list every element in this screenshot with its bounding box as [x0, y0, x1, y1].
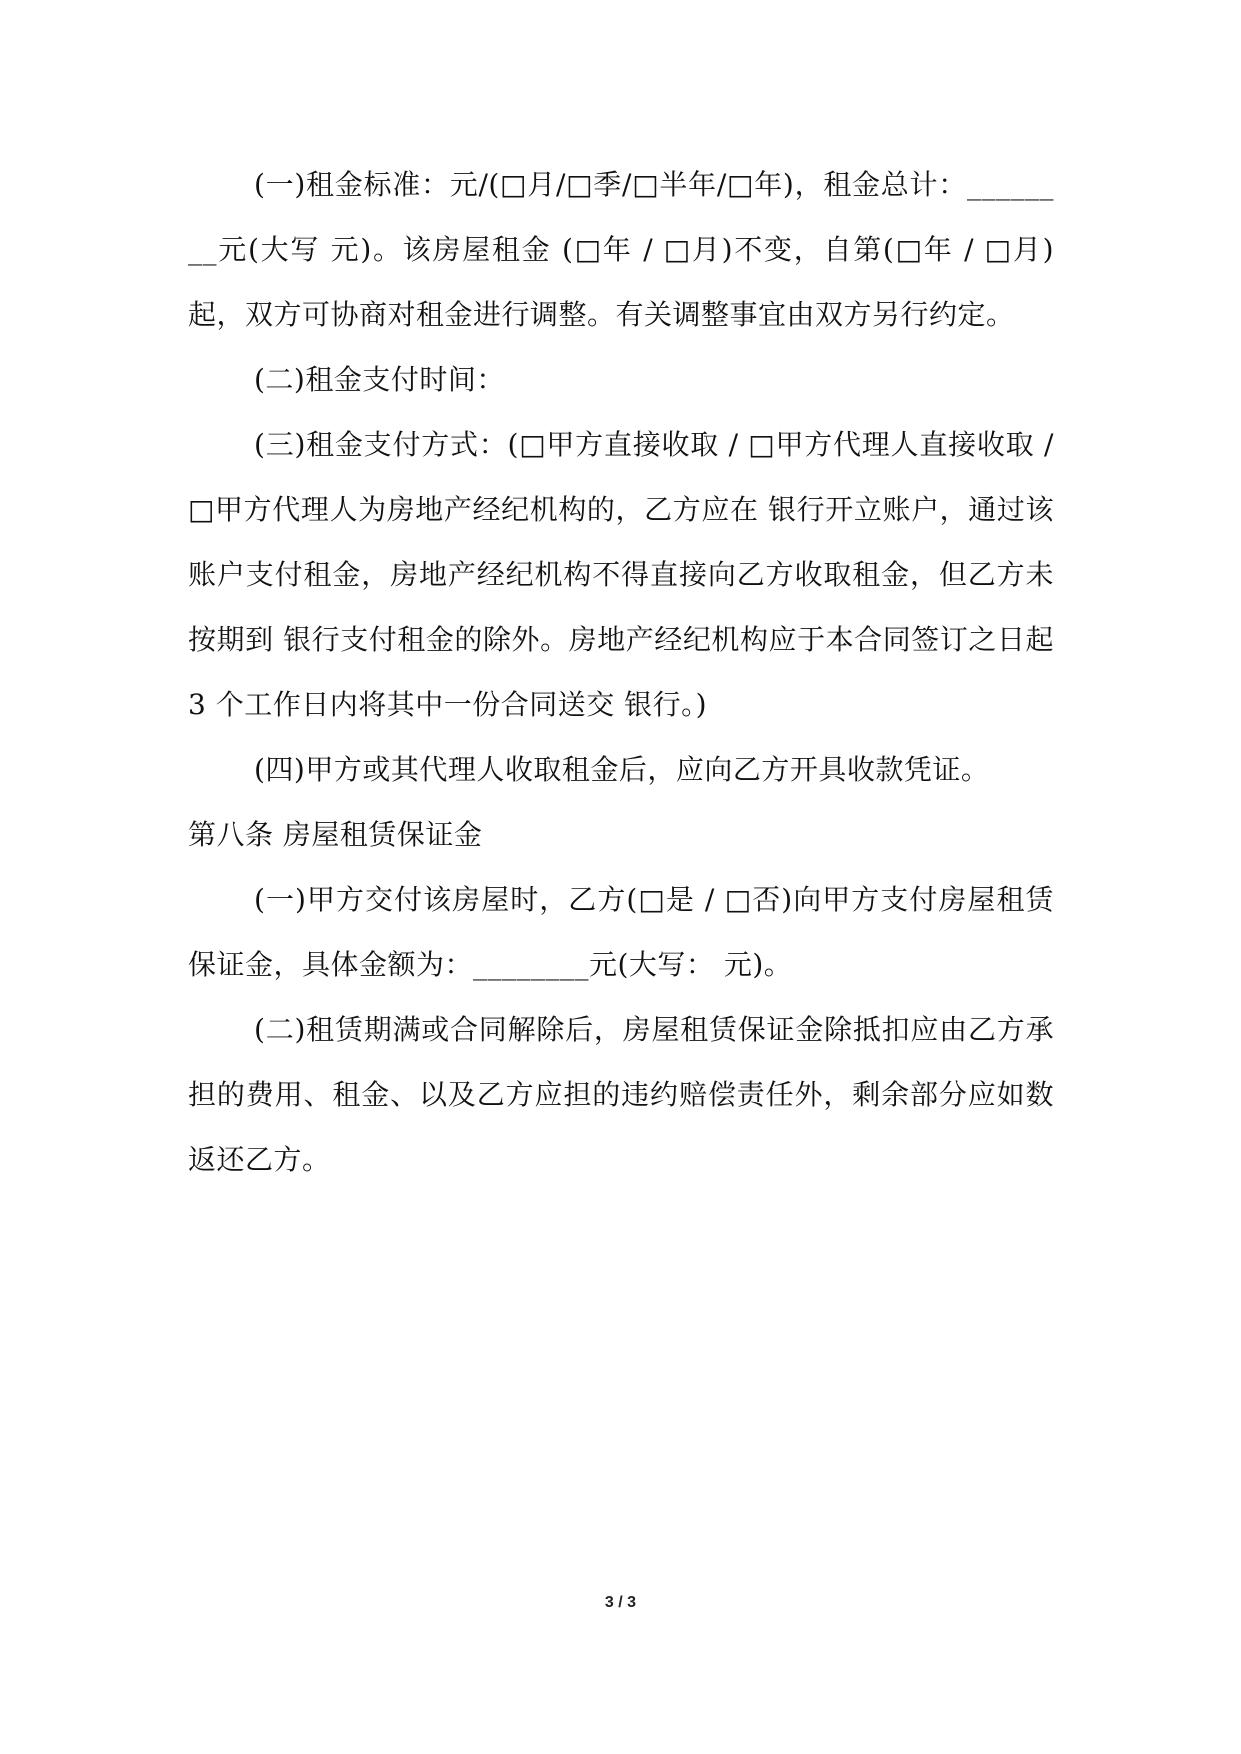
clause-rent-standard: (一)租金标准：元/(□月/□季/□半年/□年)，租金总计：________元(大写 元)。该房屋租金 (□年 / □月)不变，自第(□年 / □月)起，双方可协商对租金进行调整。有关调整事宜由双方另行约定。: [188, 168, 1054, 331]
page-number: 3 / 3: [604, 1594, 637, 1611]
contract-body: [188, 152, 1064, 1192]
clause-deposit-return: (二)租赁期满或合同解除后，房屋租赁保证金除抵扣应由乙方承担的费用、租金、以及乙方应担的违约赔偿责任外，剩余部分应如数返还乙方。: [188, 1013, 1054, 1176]
clause-payment-time: (二)租金支付时间：: [254, 363, 505, 396]
article-heading: 第八条 房屋租赁保证金: [188, 818, 483, 851]
clause-deposit-payment: (一)甲方交付该房屋时，乙方(□是 / □否)向甲方支付房屋租赁保证金，具体金额为：________元(大写： 元)。: [188, 883, 1054, 981]
clause-receipt: (四)甲方或其代理人收取租金后，应向乙方开具收款凭证。: [254, 753, 990, 786]
clause-payment-method: (三)租金支付方式：(□甲方直接收取 / □甲方代理人直接收取 / □甲方代理人为房地产经纪机构的，乙方应在 银行开立账户，通过该账户支付租金，房地产经纪机构不得直接向乙方收取租金，但乙方未按期到 银行支付租金的除外。房地产经纪机构应于本合同签订之日起 3 个工作日内将其中一份合同送交 银行。): [188, 428, 1064, 721]
